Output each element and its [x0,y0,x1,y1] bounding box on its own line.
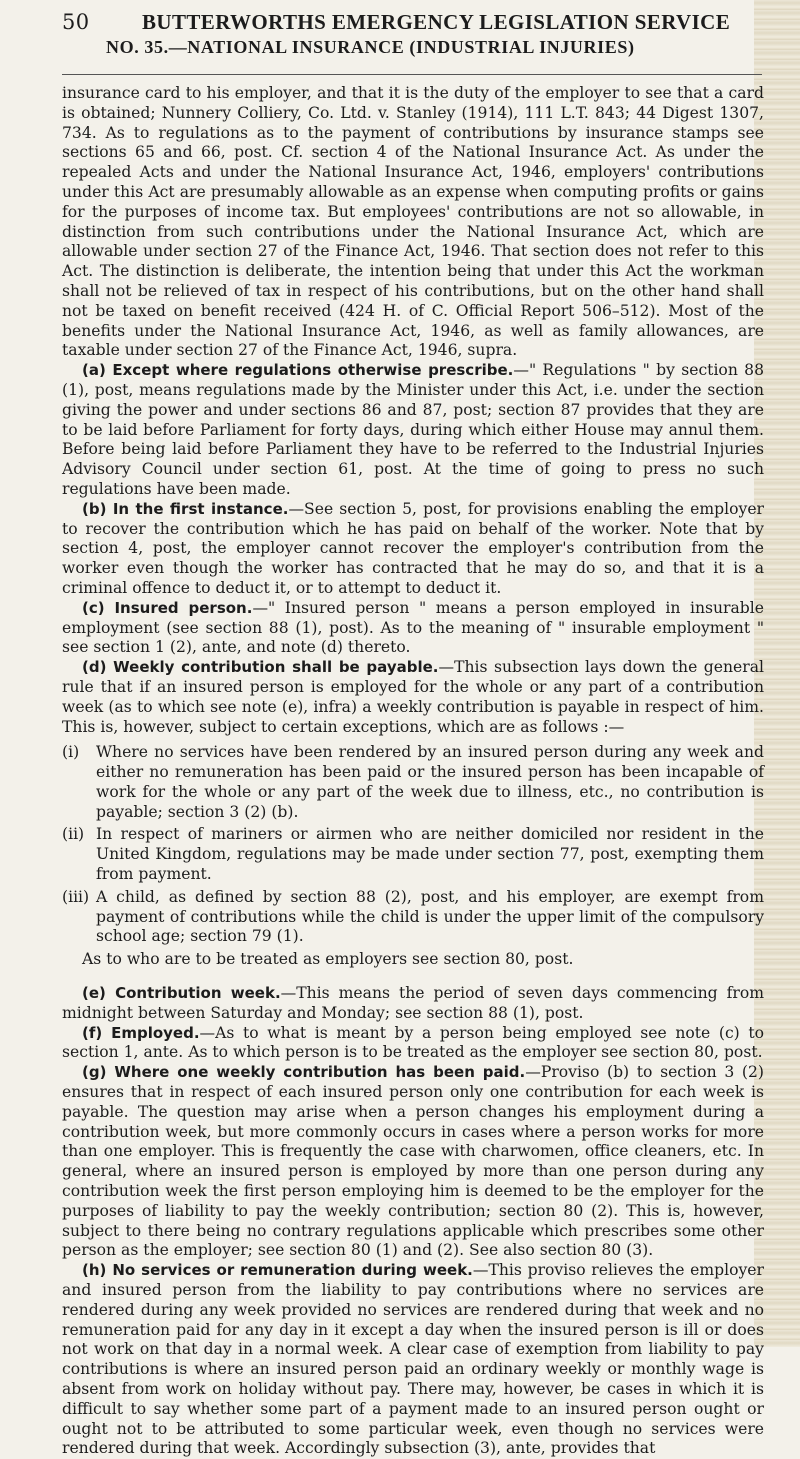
note-b [62,500,764,599]
header-line [62,10,762,35]
note-c-heading: (c) Insured person. [82,598,253,617]
note-a-text: —" Regulations " by section 88 (1), post, means regulations made by the Minister under this Act, i.e. under the section giving the power and under sections 86 and 87, post; section 87 provides that they are to be laid before Parliament for forty days, during which either House may annul them. Before being laid before Parliament they have to be referred to the Industrial Injuries Advisory Council under section 61, post. At the time of going to press no such regulations have been made. [62,361,764,498]
header-rule [62,74,762,75]
note-g [62,1063,764,1261]
note-g-text: —Proviso (b) to section 3 (2) ensures that in respect of each insured person only one contribution for each week is payable. The question may arise when a person changes his employment during a contribution week, but more commonly occurs in cases where a person works for more than one employer. This is frequently the case with charwomen, office cleaners, etc. In general, where an insured person is employed by more than one person during any contribution week the first person employing him is deemed to be the employer for the purposes of liability to pay the weekly contribution; section 80 (2). This is, however, subject to there being no contrary regulations applicable which prescribes some other person as the employer; see section 80 (1) and (2). See also section 80 (3). [62,1063,765,1260]
list-item [62,743,764,822]
list-item-number: (ii) [62,825,85,844]
note-e-text: —This means the period of seven days commencing from midnight between Saturday and Monday; see section 88 (1), post. [62,984,764,1022]
page-number: 50 [62,10,90,34]
note-d-after: As to who are to be treated as employers see section 80, post. [82,950,574,969]
intro-paragraph: insurance card to his employer, and that it is the duty of the employer to see that a card is obtained; Nunnery Colliery, Co. Ltd. v. Stanley (1914), 111 L.T. 843; 44 Digest 1307, 734. As to regulations as to the payment of contributions by insurance stamps see sections 65 and 66, post. Cf. section 4 of the National Insurance Act. As under the repealed Acts and under the National Insurance Act, 1946, employers' contributions under this Act are presumably allowable as an expense when computing profits or gains for the purposes of income tax. But employees' contributions are not so allowable, in distinction from such contributions under the National Insurance Act, which are allowable under section 27 of the Finance Act, 1946. That section does not refer to this Act. The distinction is deliberate, the intention being that under this Act the workman shall not be relieved of tax in respect of his contributions, but on the other hand shall not be taxed on benefit received (424 H. of C. Official Report 506–512). Most of the benefits under the National Insurance Act, 1946, as well as family allowances, are taxable under section 27 of the Finance Act, 1946, supra. [62,84,764,360]
running-title: BUTTERWORTHS EMERGENCY LEGISLATION SERVICE [142,10,731,34]
note-b-text: —See section 5, post, for provisions enabling the employer to recover the contribution which he has paid on behalf of the worker. Note that by section 4, post, the employer cannot recover the employer's contribution from the worker even though the worker has contracted that he may do so, and that it is a criminal offence to deduct it, or to attempt to deduct it. [62,499,764,597]
list-item-text: In respect of mariners or airmen who are neither domiciled nor resident in the United Kingdom, regulations may be made under section 77, post, exempting them from payment. [96,825,764,884]
note-e [62,984,764,1024]
note-a-heading: (a) Except where regulations otherwise prescribe. [82,361,514,380]
note-a [62,361,764,500]
list-item-text: Where no services have been rendered by an insured person during any week and either no remuneration has been paid or the insured person has been incapable of work for the whole or any part of the week due to illness, etc., no contribution is payable; section 3 (2) (b). [96,743,764,821]
note-e-heading: (e) Contribution week. [82,984,281,1003]
note-d [62,658,764,737]
note-b-heading: (b) In the first instance. [82,499,289,518]
section-title: NO. 35.—NATIONAL INSURANCE (INDUSTRIAL INJURIES) [106,37,635,57]
page-header [62,10,762,58]
list-item-text: A child, as defined by section 88 (2), post, and his employer, are exempt from payment of contributions while the child is under the upper limit of the compulsory school age; section 79 (1). [96,887,764,946]
note-f-heading: (f) Employed. [82,1023,200,1042]
list-item [62,887,764,947]
note-c-text: —" Insured person " means a person employed in insurable employment (see section 88 (1), post). As to the meaning of " insurable employment " see section 1 (2), ante, and note (d) thereto. [62,598,765,657]
list-item-number: (i) [62,743,80,762]
note-h-heading: (h) No services or remuneration during week. [82,1261,473,1280]
note-f [62,1024,764,1064]
list-item-number: (iii) [62,887,90,906]
note-h [62,1261,764,1459]
note-d-text: —This subsection lays down the general rule that if an insured person is employed for the whole or any part of a contribution week (as to which see note (e), infra) a weekly contribution is payable in respect of him. This is, however, subject to certain exceptions, which are as follows :— [62,658,764,736]
list-item [62,825,764,884]
note-d-heading: (d) Weekly contribution shall be payable. [82,658,439,677]
note-g-heading: (g) Where one weekly contribution has been paid. [82,1063,526,1082]
exception-list [62,743,764,947]
note-f-text: —As to what is meant by a person being employed see note (c) to section 1, ante. As to which person is to be treated as the employer see section 80, post. [62,1023,765,1062]
note-c [62,599,764,658]
body-text [62,84,764,1459]
note-h-text: —This proviso relieves the employer and insured person from the liability to pay contributions where no services are rendered during any week provided no services are rendered during that week and no remuneration paid for any day in it except a day when the insured person is ill or does not work on that day in a normal week. A clear case of exemption from liability to pay contributions is where an insured person paid an ordinary weekly or monthly wage is absent from work on holiday without pay. There may, however, be cases in which it is difficult to say whether some part of a payment made to an insured person ought or ought not to be attributed to some particular week, even though no services were rendered during that week. Accordingly subsection (3), ante, provides that [62,1261,764,1458]
